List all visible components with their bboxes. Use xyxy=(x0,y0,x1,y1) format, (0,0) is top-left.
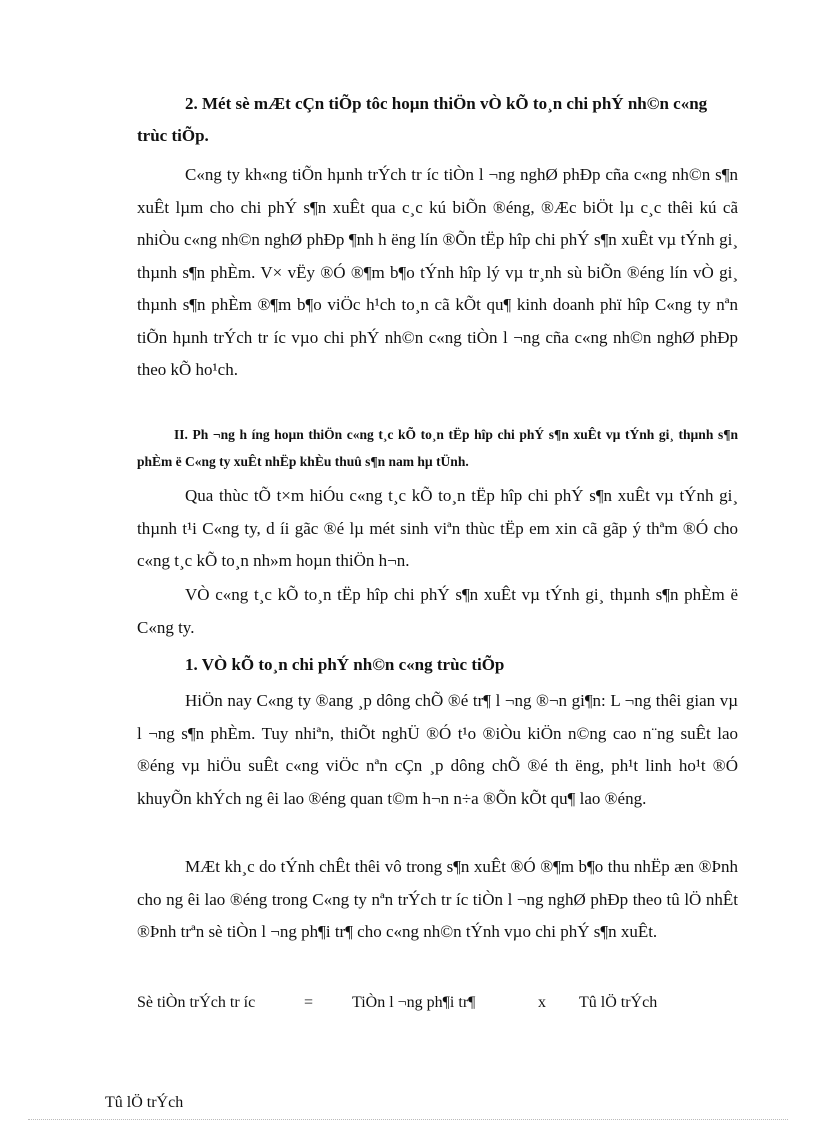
page-bottom-divider xyxy=(28,1119,788,1120)
formula-right-term: Tû lÖ trÝch xyxy=(579,994,658,1011)
subsection-heading-1: 1. VÒ kÕ to¸n chi phÝ nh©n c«ng trùc tiÕp xyxy=(185,655,505,674)
formula-times-sign: x xyxy=(538,994,546,1011)
section-heading-II: II. Ph ¬ng h íng hoµn thiÖn c«ng t¸c kÕ to¸n tËp hîp chi phÝ s¶n xuÊt vµ tÝnh gi¸ thµnh s¶n phÈm ë C«ng ty xuÊt nhËp khÈu thuû s¶n nam hµ tÜnh. xyxy=(137,427,738,469)
paragraph-cost-accounting: VÒ c«ng t¸c kÕ to¸n tËp hîp chi phÝ s¶n xuÊt vµ tÝnh gi¸ thµnh s¶n phÈm ë C«ng ty. xyxy=(137,585,738,637)
paragraph-salary-accrual: C«ng ty kh«ng tiÕn hµnh trÝch tr íc tiÒn l ¬ng nghØ phÐp cña c«ng nh©n s¶n xuÊt lµm cho chi phÝ s¶n xuÊt qua c¸c kú biÕn ®éng, ®Æc biÖt lµ c¸c thêi kú cã nhiÒu c«ng nh©n nghØ phÐp ¶nh h ëng lín ®Õn tËp hîp chi phÝ s¶n xuÊt vµ tÝnh gi¸ thµnh s¶n phÈm. V× vËy ®Ó ®¶m b¶o tÝnh hîp lý vµ tr¸nh sù biÕn ®éng lín vÒ gi¸ thµnh s¶n phÈm ®¶m b¶o viÖc h¹ch to¸n cã kÕt qu¶ kinh doanh phï hîp C«ng ty nªn tiÕn hµnh trÝch tr íc vµo chi phÝ nh©n c«ng tiÒn l ¬ng cña c«ng nh©n nghØ phÐp theo kÕ ho¹ch. xyxy=(137,165,738,379)
formula-middle-term: TiÒn l ¬ng ph¶i tr¶ xyxy=(352,994,476,1011)
paragraph-research: Qua thùc tÕ t×m hiÓu c«ng t¸c kÕ to¸n tËp hîp chi phÝ s¶n xuÊt vµ tÝnh gi¸ thµnh t¹i C«ng ty, d íi gãc ®é lµ mét sinh viªn thùc tËp em xin cã gãp ý thªm ®Ó cho c«ng t¸c kÕ to¸n nh»m hoµn thiÖn h¬n. xyxy=(137,486,738,570)
footer-label: Tû lÖ trÝch xyxy=(105,1094,184,1111)
section-heading-2: 2. Mét sè mÆt cÇn tiÕp tôc hoµn thiÖn vÒ kÕ to¸n chi phÝ nh©n c«ng trùc tiÕp. xyxy=(137,94,708,145)
paragraph-wage-policy: HiÖn nay C«ng ty ®ang ¸p dông chÕ ®é tr¶ l ¬ng ®¬n gi¶n: L ¬ng thêi gian vµ l ¬ng s¶n phÈm. Tuy nhiªn, thiÕt nghÜ ®Ó t¹o ®iÒu kiÖn n©ng cao n¨ng suÊt lao ®éng vµ hiÖu suÊt c«ng viÖc nªn cÇn ¸p dông chÕ ®é th ëng, ph¹t linh ho¹t ®Ó khuyÕn khÝch ng êi lao ®éng quan t©m h¬n n÷a ®Õn kÕt qu¶ lao ®éng. xyxy=(137,691,738,808)
formula-equals-sign: = xyxy=(304,994,314,1011)
formula-left-term: Sè tiÒn trÝch tr íc xyxy=(137,994,256,1011)
paragraph-seasonal: MÆt kh¸c do tÝnh chÊt thêi vô trong s¶n xuÊt ®Ó ®¶m b¶o thu nhËp æn ®Þnh cho ng êi lao ®éng trong C«ng ty nªn trÝch tr íc tiÒn l ¬ng nghØ phÐp theo tû lÖ nhÊt ®Þnh trªn sè tiÒn l ¬ng ph¶i tr¶ cho c«ng nh©n tÝnh vµo chi phÝ s¶n xuÊt. xyxy=(137,857,738,941)
